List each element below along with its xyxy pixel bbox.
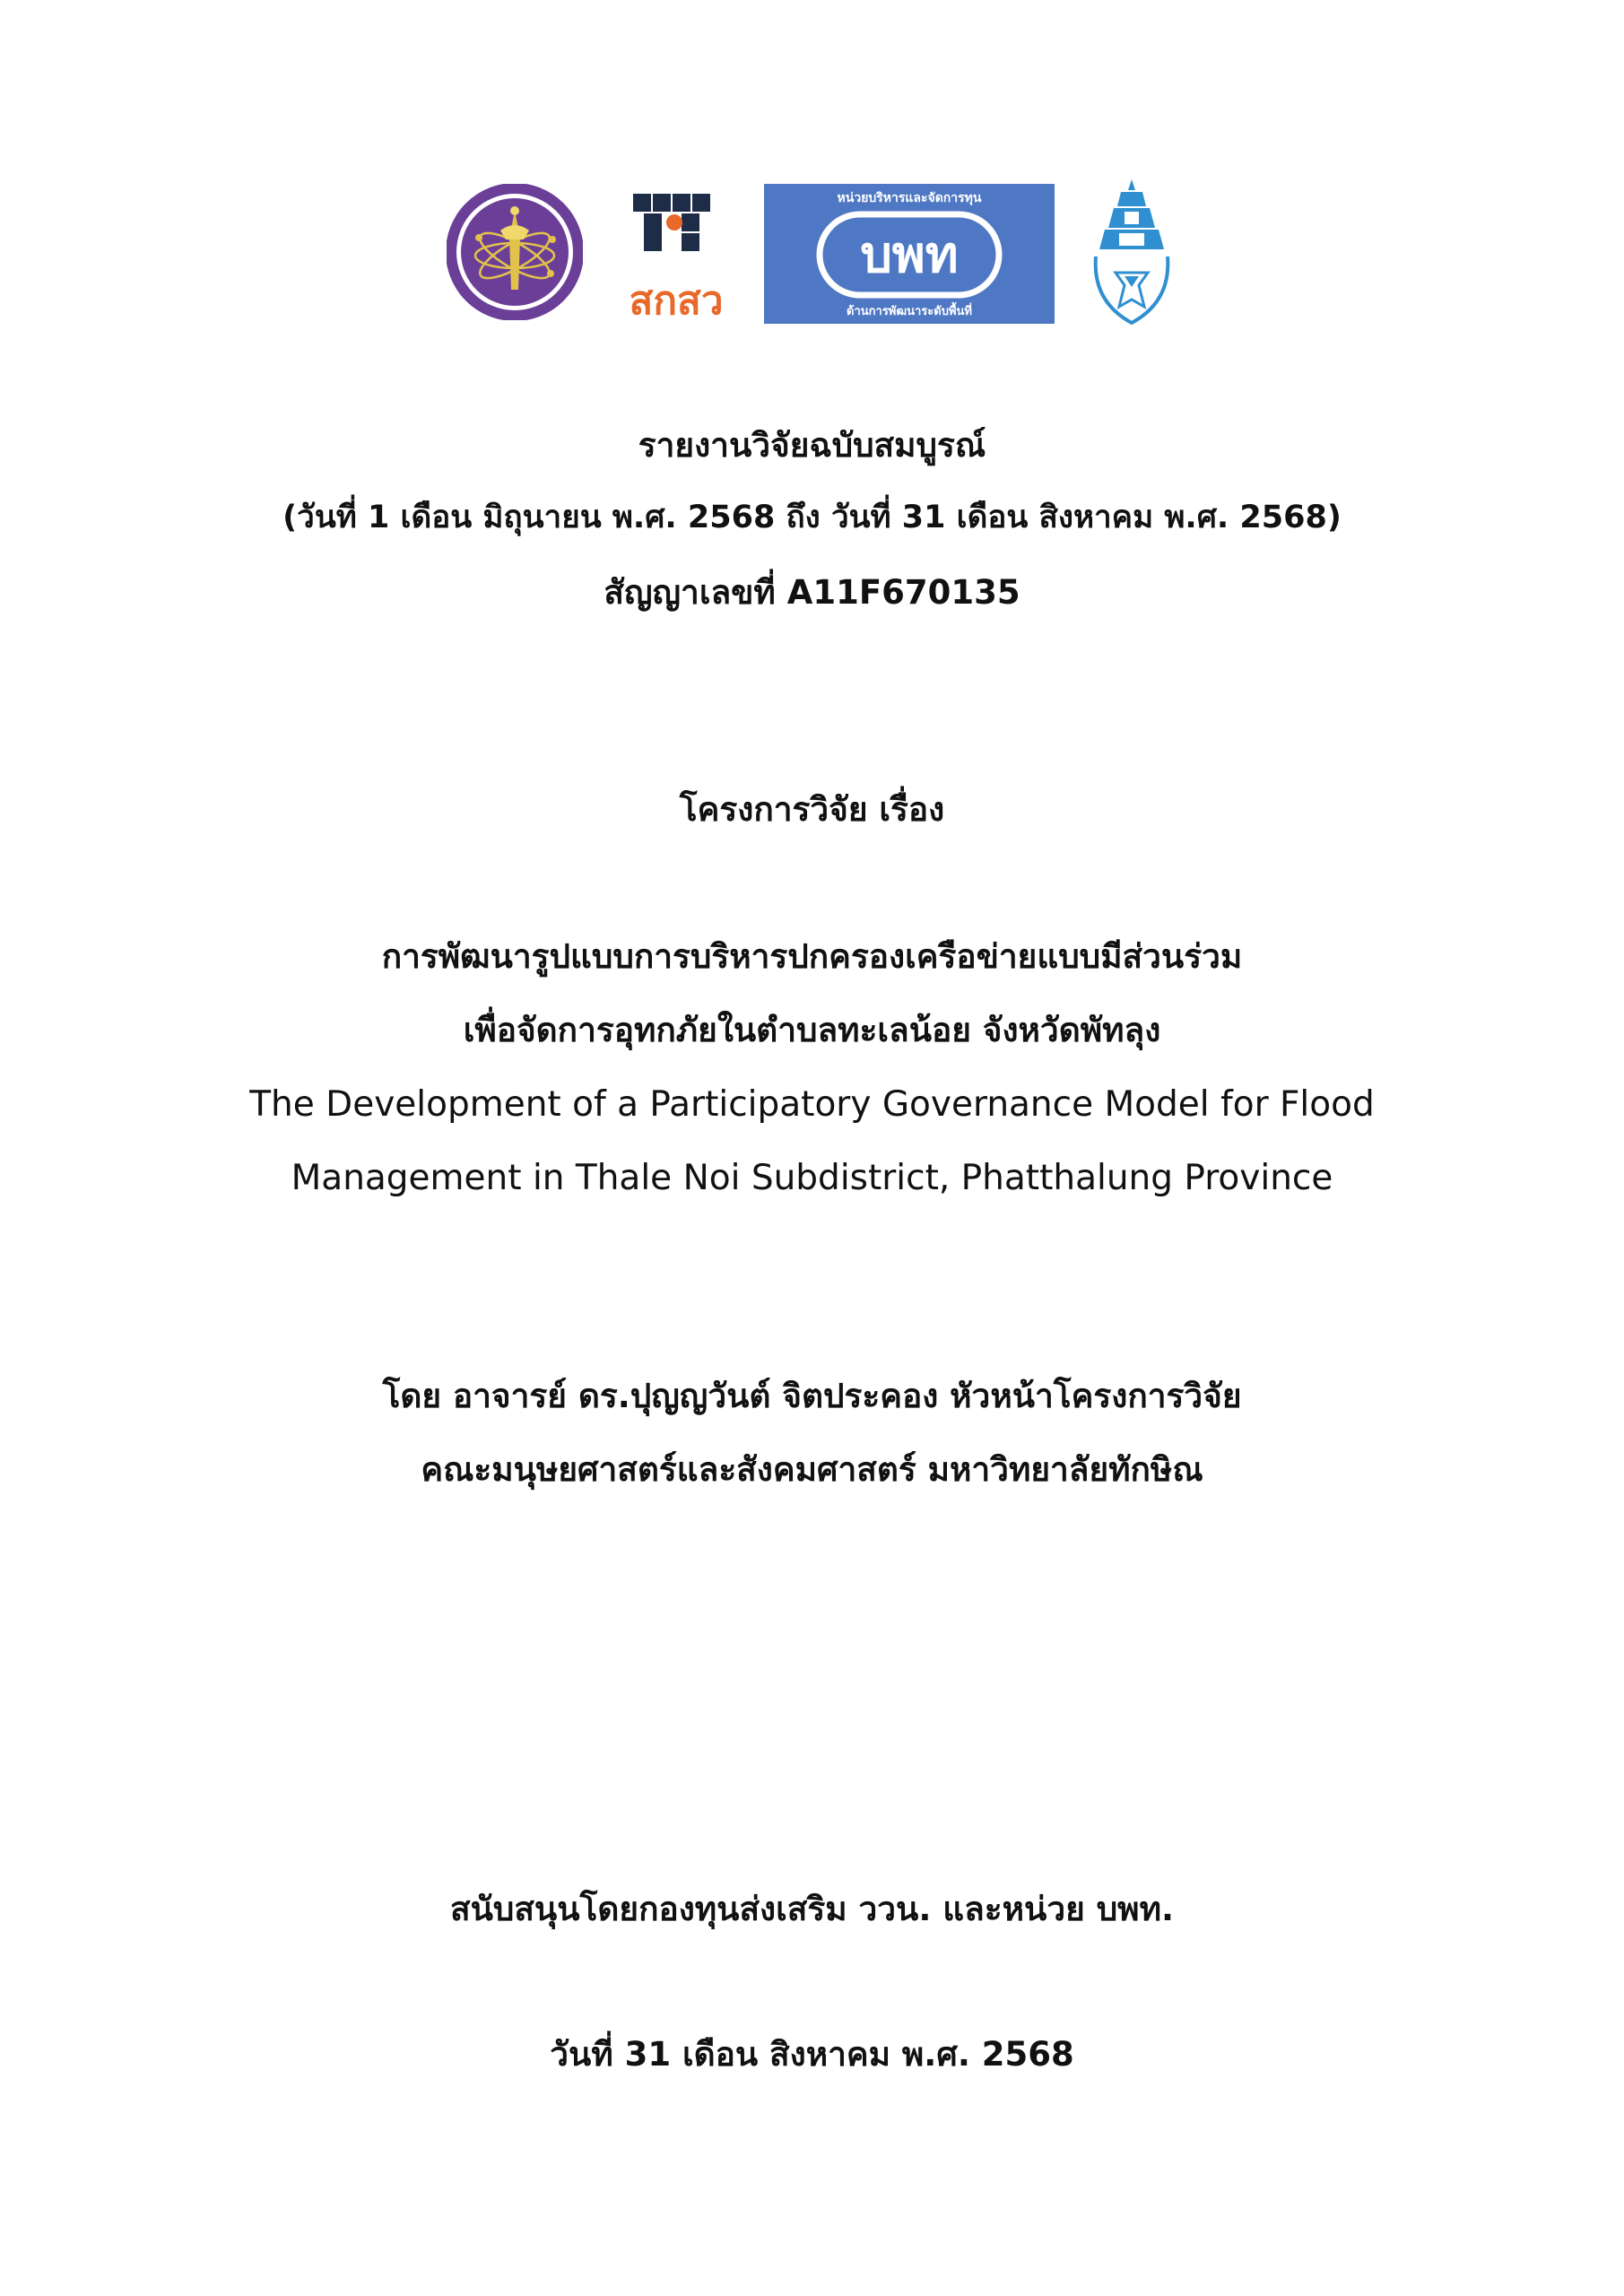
tsri-logo	[617, 187, 735, 323]
project-title-th-line2: เพื่อจัดการอุทกภัยในตำบลทะเลน้อย จังหวัดพัทลุง	[463, 1011, 1161, 1049]
report-title: รายงานวิจัยฉบับสมบูรณ์	[638, 426, 986, 465]
project-title-th-line1: การพัฒนารูปแบบการบริหารปกครองเครือข่ายแบบมีส่วนร่วม	[381, 937, 1243, 976]
tsri-logo-text: สกสว	[629, 278, 724, 323]
project-heading: โครงการวิจัย เรื่อง	[679, 790, 945, 829]
author-line: โดย อาจารย์ ดร.ปุญญวันต์ จิตประคอง หัวหน้าโครงการวิจัย	[382, 1377, 1242, 1415]
pmua-top-text: หน่วยบริหารและจัดการทุน	[837, 191, 982, 205]
project-title-en-line2: Management in Thale Noi Subdistrict, Phatthalung Province	[291, 1158, 1333, 1198]
mhesi-seal-logo	[447, 184, 583, 320]
thaksin-university-emblem	[1089, 176, 1175, 328]
report-period: (วันที่ 1 เดือน มิถุนายน พ.ศ. 2568 ถึง วันที่ 31 เดือน สิงหาคม พ.ศ. 2568)	[282, 500, 1342, 535]
report-date: วันที่ 31 เดือน สิงหาคม พ.ศ. 2568	[550, 2035, 1074, 2074]
pmua-logo	[764, 184, 1055, 324]
logo-bar	[0, 0, 1624, 377]
pmua-main-text: บพท	[860, 226, 959, 284]
contract-number: สัญญาเลขที่ A11F670135	[604, 573, 1020, 612]
faculty-line: คณะมนุษยศาสตร์และสังคมศาสตร์ มหาวิทยาลัยทักษิณ	[421, 1450, 1203, 1489]
funding-statement: สนับสนุนโดยกองทุนส่งเสริม ววน. และหน่วย บพท.	[449, 1890, 1175, 1928]
pmua-bottom-text: ด้านการพัฒนาระดับพื้นที่	[847, 305, 972, 318]
project-title-en-line1: The Development of a Participatory Governance Model for Flood	[249, 1084, 1375, 1125]
